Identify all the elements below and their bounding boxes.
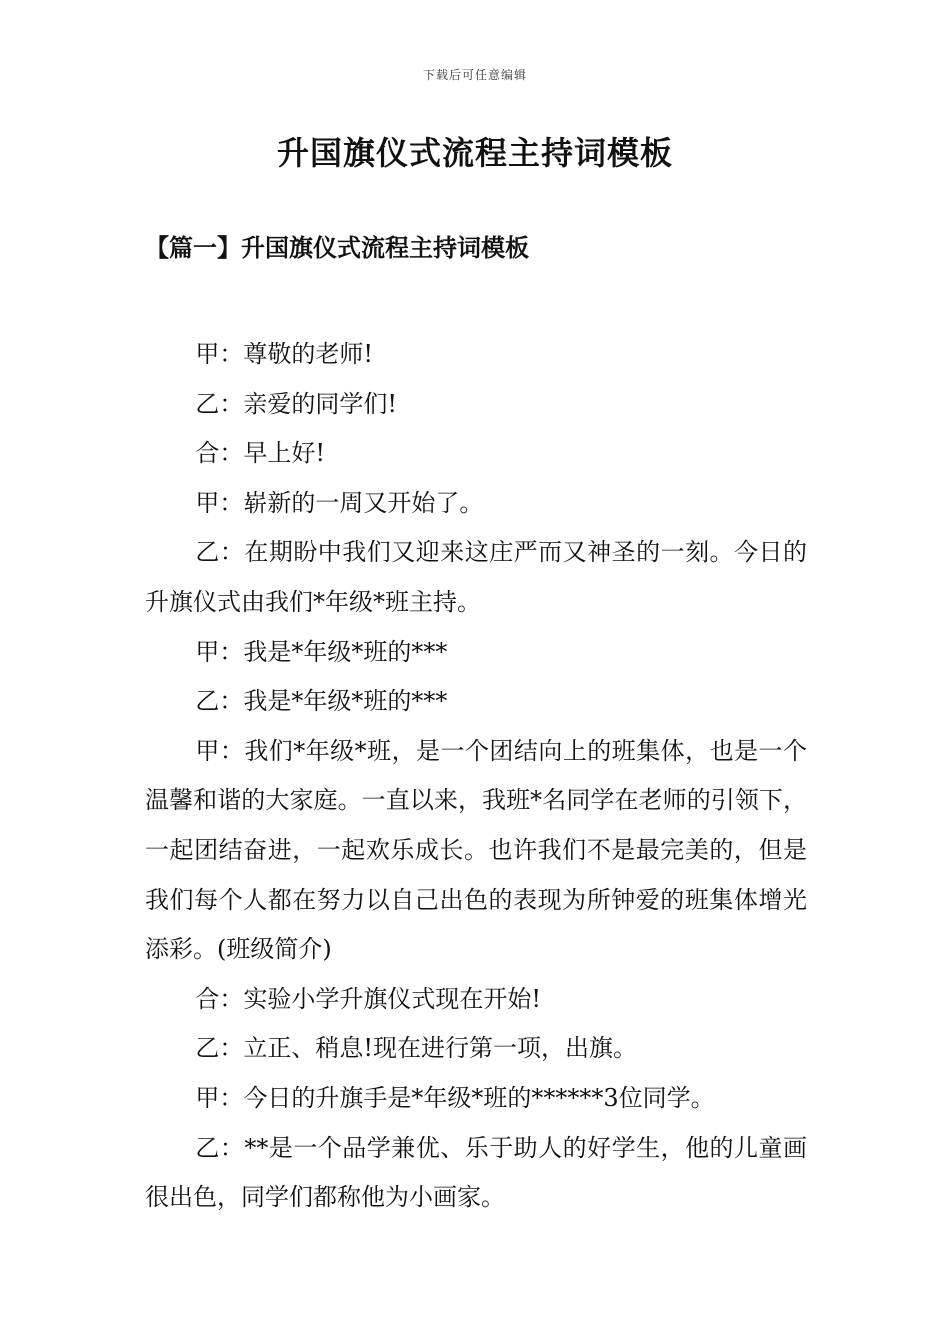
document-title: 升国旗仪式流程主持词模板 (276, 134, 673, 172)
paragraph: 乙：亲爱的同学们! (195, 389, 398, 418)
paragraph: 乙：在期盼中我们又迎来这庄严而又神圣的一刻。今日的升旗仪式由我们*年级*班主持。 (145, 538, 807, 616)
header-note: 下载后可任意编辑 (422, 68, 527, 82)
paragraph: 乙：**是一个品学兼优、乐于助人的好学生，他的儿童画很出色，同学们都称他为小画家。 (145, 1133, 807, 1212)
paragraph: 甲：我是*年级*班的*** (195, 637, 448, 666)
document-body (145, 330, 807, 1223)
paragraph: 甲：崭新的一周又开始了。 (195, 488, 484, 517)
paragraph: 合：早上好! (195, 439, 326, 468)
paragraph: 乙：我是*年级*班的*** (195, 687, 448, 716)
paragraph: 甲：今日的升旗手是*年级*班的******3位同学。 (195, 1083, 715, 1112)
paragraph: 乙：立正、稍息!现在进行第一项，出旗。 (195, 1034, 638, 1063)
paragraph: 甲：尊敬的老师! (195, 340, 374, 368)
paragraph: 合：实验小学升旗仪式现在开始! (195, 984, 542, 1013)
paragraph: 甲：我们*年级*班，是一个团结向上的班集体，也是一个温馨和谐的大家庭。一直以来，我班*名同学在老师的引领下，一起团结奋进，一起欢乐成长。也许我们不是最完美的，但是我们每个人都在努力以自己出色的表现为所钟爱的班集体增光添彩。(班级简介) (145, 736, 807, 964)
section-heading: 【篇一】升国旗仪式流程主持词模板 (145, 233, 529, 262)
